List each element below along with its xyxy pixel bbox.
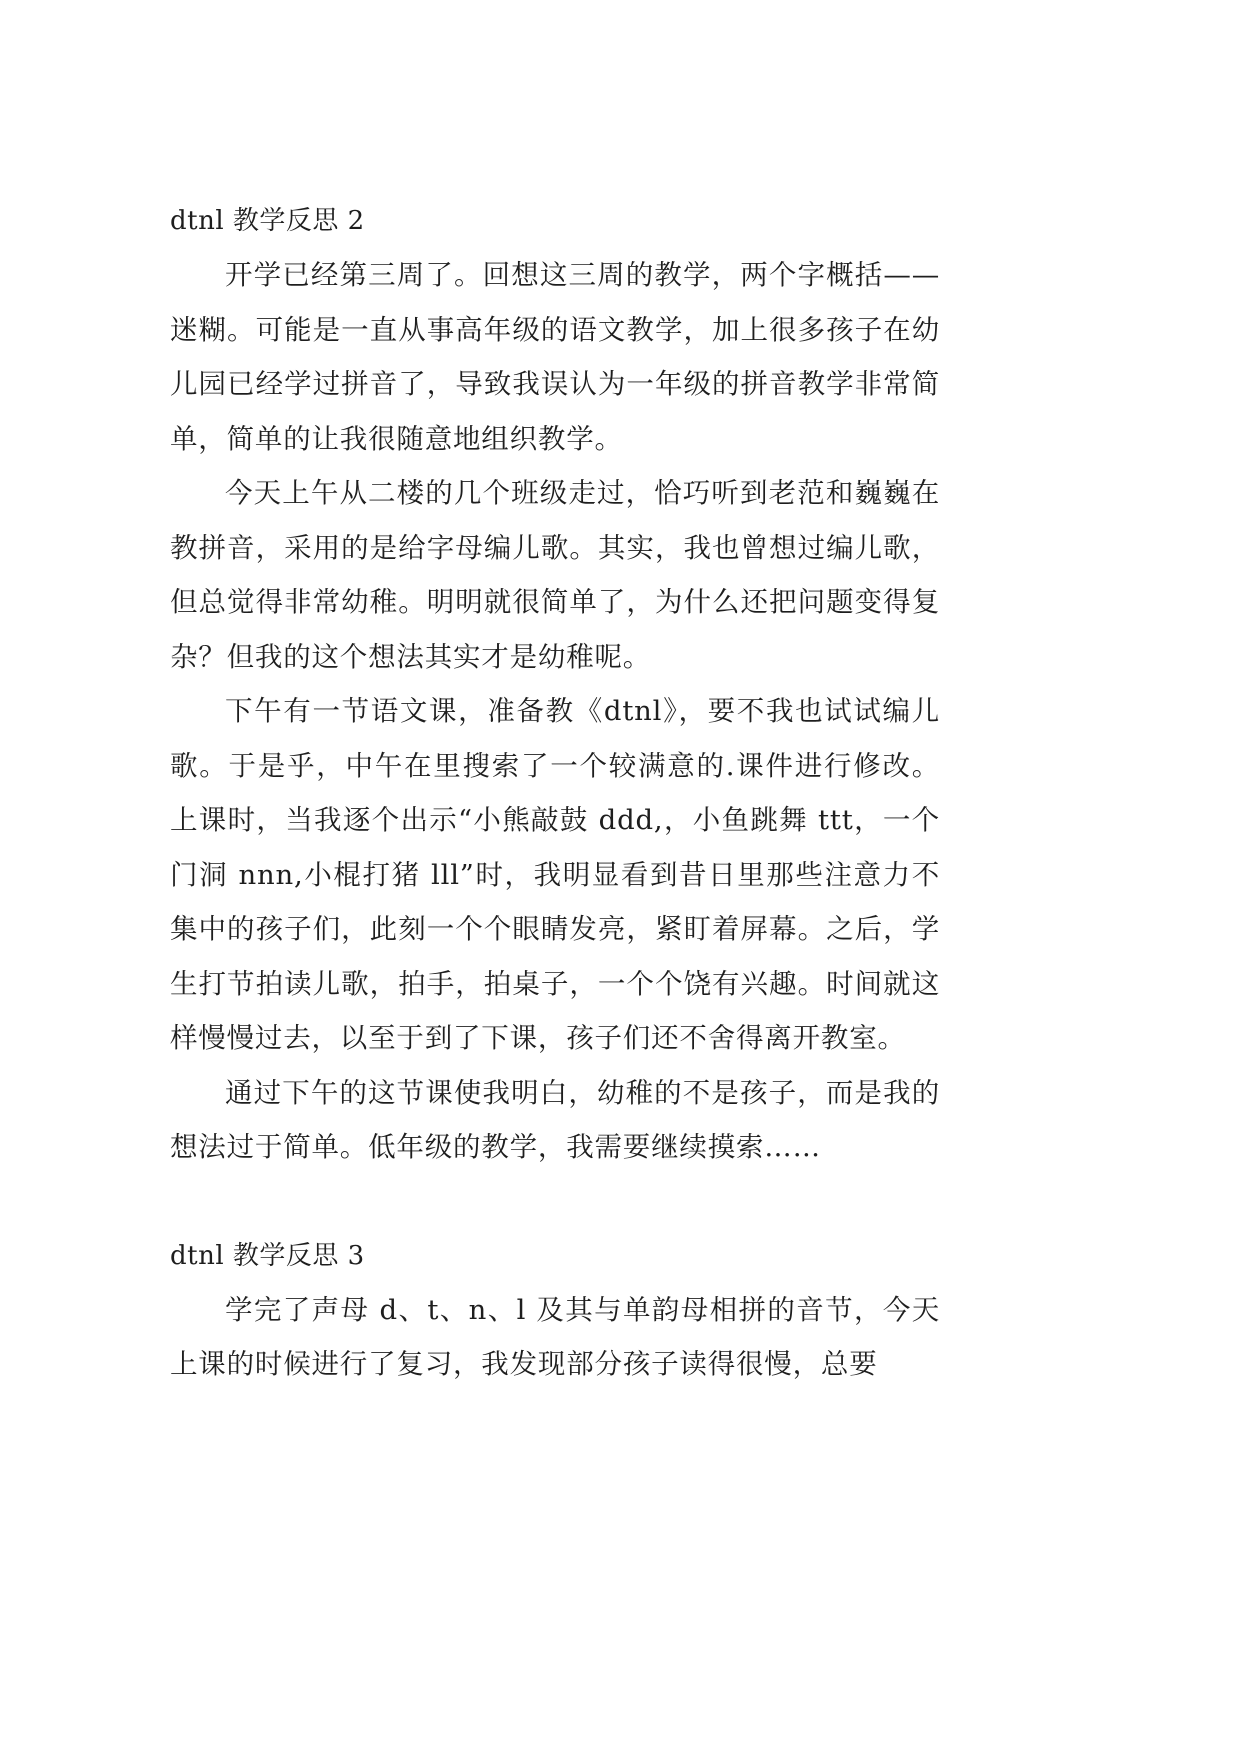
section-gap bbox=[170, 1175, 940, 1229]
paragraph: 学完了声母 d、t、n、l 及其与单韵母相拼的音节，今天上课的时候进行了复习，我发现部分孩子读得很慢，总要 bbox=[170, 1293, 940, 1380]
section-heading: dtnl 教学反思 2 bbox=[170, 206, 365, 236]
section-reflection-3 bbox=[170, 1229, 940, 1392]
document-page bbox=[170, 194, 940, 1392]
paragraph: 今天上午从二楼的几个班级走过，恰巧听到老范和巍巍在教拼音，采用的是给字母编儿歌。其实，我也曾想过编儿歌，但总觉得非常幼稚。明明就很简单了，为什么还把问题变得复杂？但我的这个想法其实才是幼稚呢。 bbox=[170, 477, 940, 673]
paragraph: 通过下午的这节课使我明白，幼稚的不是孩子，而是我的想法过于简单。低年级的教学，我需要继续摸索…… bbox=[170, 1076, 940, 1163]
section-reflection-2 bbox=[170, 194, 940, 1175]
paragraph: 下午有一节语文课，准备教《dtnl》，要不我也试试编儿歌。于是乎，中午在里搜索了一个较满意的.课件进行修改。上课时，当我逐个出示“小熊敲鼓 ddd,，小鱼跳舞 ttt，一个门洞 nnn,小棍打猪 lll”时，我明显看到昔日里那些注意力不集中的孩子们，此刻一个个眼睛发亮，紧盯着屏幕。之后，学生打节拍读儿歌，拍手，拍桌子，一个个饶有兴趣。时间就这样慢慢过去，以至于到了下课，孩子们还不舍得离开教室。 bbox=[170, 695, 940, 1054]
paragraph: 开学已经第三周了。回想这三周的教学，两个字概括——迷糊。可能是一直从事高年级的语文教学，加上很多孩子在幼儿园已经学过拼音了，导致我误认为一年级的拼音教学非常简单，简单的让我很随意地组织教学。 bbox=[170, 259, 940, 455]
section-heading: dtnl 教学反思 3 bbox=[170, 1240, 365, 1271]
